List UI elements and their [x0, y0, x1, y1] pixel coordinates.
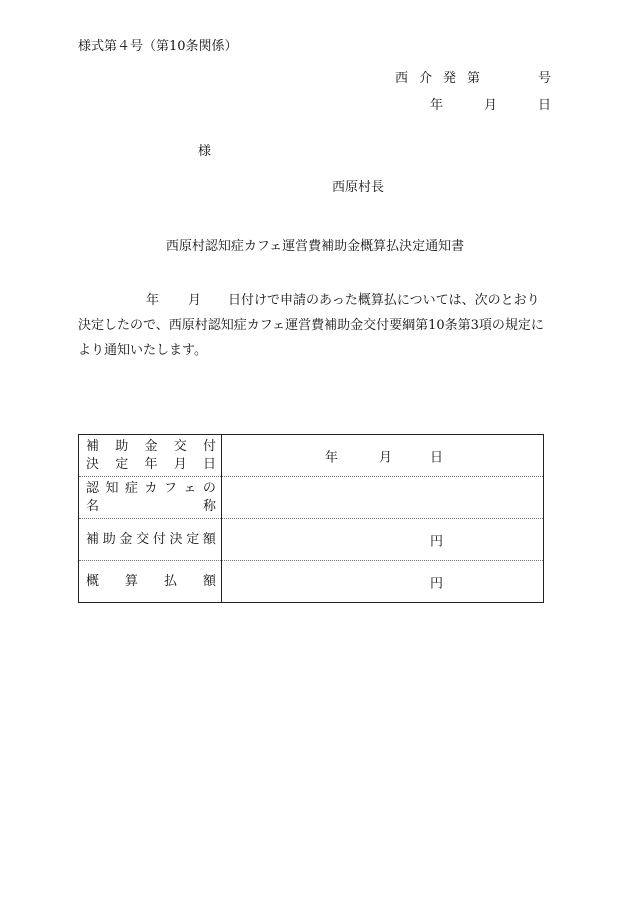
row-label-advance-payment [79, 561, 222, 603]
info-table [78, 434, 544, 603]
body-rest: 日付けで申請のあった概算払については、次のとおり [228, 293, 540, 308]
table-row [79, 477, 544, 519]
label-char: 症 [124, 480, 138, 496]
value-cafe-name [222, 477, 544, 519]
label-char: 認 [86, 480, 100, 496]
label-char: 算 [124, 573, 138, 589]
body-year: 年 [146, 293, 160, 308]
label-char: 補 [86, 438, 100, 454]
label-char: 助 [102, 531, 116, 547]
label-char: の [202, 480, 216, 496]
label-char: カ [144, 480, 158, 496]
label-char: 付 [152, 531, 166, 547]
label-char: ェ [183, 480, 197, 496]
label-char: フ [163, 480, 177, 496]
issue-number-suffix: 号 [538, 71, 552, 86]
date-day: 日 [538, 98, 552, 113]
label-char: 払 [163, 573, 177, 589]
value-month: 月 [379, 450, 393, 465]
label-char: 年 [144, 456, 158, 472]
table-row [79, 435, 544, 477]
issuer-name: 西原村長 [332, 180, 385, 195]
date-year: 年 [430, 98, 444, 113]
value-yen: 円 [430, 534, 444, 549]
label-char: 概 [86, 573, 100, 589]
label-char: 補 [86, 531, 100, 547]
issue-number-char: 介 [419, 71, 433, 86]
table-row [79, 561, 544, 603]
recipient-honorific: 様 [198, 144, 212, 159]
label-char: 定 [186, 531, 200, 547]
value-yen: 円 [430, 576, 444, 591]
row-label-grant-amount [79, 519, 222, 561]
row-label-cafe-name [79, 477, 222, 519]
label-char: 付 [202, 438, 216, 454]
label-char: 決 [169, 531, 183, 547]
value-advance-payment [222, 561, 544, 603]
value-year: 年 [325, 450, 339, 465]
issue-number-char: 第 [467, 71, 481, 86]
label-char: 金 [144, 438, 158, 454]
body-line-2: 決定したので、西原村認知症カフェ運営費補助金交付要綱第10条第3項の規定に [78, 318, 544, 333]
body-month: 月 [188, 293, 202, 308]
label-char: 交 [173, 438, 187, 454]
form-number: 様式第４号（第10条関係） [78, 39, 238, 54]
value-grant-decision-date [222, 435, 544, 477]
value-grant-amount [222, 519, 544, 561]
label-char: 額 [202, 573, 216, 589]
value-day: 日 [430, 450, 444, 465]
label-char: 月 [173, 456, 187, 472]
label-char: 助 [115, 438, 129, 454]
label-char: 知 [105, 480, 119, 496]
body-line-3: より通知いたします。 [78, 343, 207, 358]
label-char: 日 [202, 456, 216, 472]
issue-number-char: 発 [443, 71, 457, 86]
body-line-1 [78, 288, 558, 313]
label-char: 名 [86, 498, 100, 514]
label-char: 決 [86, 456, 100, 472]
issue-number-char: 西 [395, 71, 409, 86]
label-char: 金 [119, 531, 133, 547]
document-title: 西原村認知症カフェ運営費補助金概算払決定通知書 [165, 239, 465, 254]
label-char: 称 [202, 498, 216, 514]
date-month: 月 [484, 98, 498, 113]
label-char: 定 [115, 456, 129, 472]
label-char: 額 [202, 531, 216, 547]
label-char: 交 [136, 531, 150, 547]
table-row [79, 519, 544, 561]
body-text [78, 288, 558, 363]
row-label-grant-decision-date [79, 435, 222, 477]
